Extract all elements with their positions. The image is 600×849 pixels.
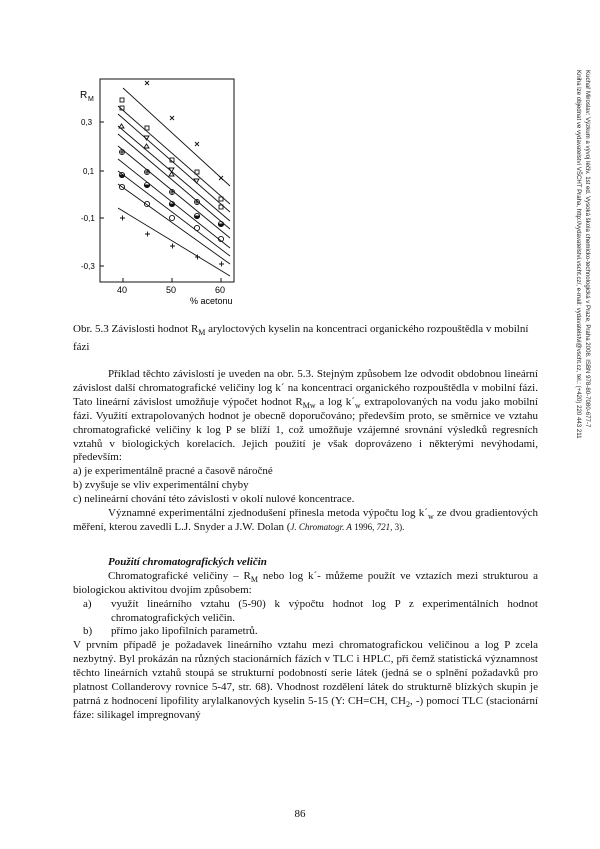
x-tick-labels bbox=[117, 285, 225, 295]
y-ticks bbox=[100, 122, 104, 266]
y-tick-labels bbox=[81, 118, 95, 271]
p2-part2: ze dvou gradientových měření, kterou zavedli L.J. Snyder a J.W. Dolan ( bbox=[73, 507, 539, 533]
y-axis-label: R bbox=[80, 90, 88, 101]
sidebar-line-2: Kniha lze objednat ve vydavatelství VŠCHT Praha, http://vydavatelstvi.vscht.cz/, e-mail: vydavatelstvi@vscht.cz, tel.: (+420) 220 443 211 bbox=[575, 70, 582, 439]
page-number: 86 bbox=[294, 808, 306, 820]
usage-list-item bbox=[73, 625, 538, 639]
usage-item-number: b) bbox=[83, 625, 93, 638]
p1-sub2: w bbox=[354, 401, 361, 410]
caption-suffix: aryloctových kyselin na koncentraci organického rozpouštědla v mobilní fázi bbox=[73, 323, 529, 354]
figure-rm-plot bbox=[80, 76, 250, 306]
citation-year: 1996, bbox=[351, 521, 377, 532]
p2-sub: w bbox=[427, 512, 434, 522]
usage-list bbox=[73, 598, 538, 640]
p1-part3: extrapolovaných na vodu jako mobilní fázi. Využití extrapolovaných hodnot je obecně doporučováno; především proto, se směrnice ve vztahu chromatografické veličiny k log P se blíží 1, což umožňuje vzájemné srovnání výsledků regresních vztahů v biologických korelacích. Jejich použití je však doprovázeno i některými nevýhodami, především: bbox=[73, 395, 538, 464]
x-tick-label: 40 bbox=[117, 285, 128, 295]
citation-volume: 721 bbox=[376, 521, 391, 532]
p3-part1: Chromatografické veličiny – R bbox=[108, 569, 251, 582]
p4-sub: 2 bbox=[405, 700, 410, 710]
rm-plot-svg bbox=[80, 76, 250, 306]
citation bbox=[290, 522, 404, 532]
drawback-item: a) je experimentálně pracné a časově náročné bbox=[73, 465, 273, 478]
usage-item-text: využít lineárního vztahu (5-90) k výpočtu hodnot log P z experimentálních hodnot chromatografických veličin. bbox=[111, 597, 538, 624]
marker-series-cross bbox=[145, 81, 223, 180]
paragraph-1 bbox=[73, 368, 538, 465]
drawback-item: b) zvyšuje se vliv experimentální chyby bbox=[73, 479, 249, 492]
y-tick-label: -0,1 bbox=[81, 214, 95, 223]
caption-sub: M bbox=[198, 328, 206, 338]
figure-caption bbox=[73, 322, 535, 354]
sidebar-line-1: Kuchař Miroslav: Výzkum a vývoj léčiv. 1st ed. Vysoká škola chemicko-technologická v Praze, Praha 2008. ISBN 978-80-7080-677-7 bbox=[584, 70, 591, 428]
paragraph-2 bbox=[73, 507, 538, 535]
section-heading: Použití chromatografických veličin bbox=[108, 555, 267, 568]
sidebar-rotated-text bbox=[574, 70, 592, 630]
paragraph-3 bbox=[73, 570, 538, 598]
x-tick-label: 60 bbox=[215, 285, 226, 295]
p1-part2: a log k´ bbox=[315, 395, 355, 408]
citation-end: , 3). bbox=[390, 521, 405, 532]
p3-sub: M bbox=[250, 574, 258, 584]
drawback-item: c) nelineární chování této závislosti v okolí nulové koncentrace. bbox=[73, 493, 355, 506]
p4-part2: , -) pomocí TLC (stacionární fáze: silikagel impregnovaný bbox=[73, 694, 538, 721]
y-tick-label: 0,1 bbox=[83, 167, 95, 176]
citation-journal: J. Chromatogr. A bbox=[290, 521, 352, 532]
y-tick-label: -0,3 bbox=[81, 262, 95, 271]
x-tick-label: 50 bbox=[166, 285, 177, 295]
x-ticks bbox=[123, 278, 221, 282]
usage-item-number: a) bbox=[83, 597, 92, 610]
p1-sub1: Mw bbox=[302, 401, 316, 410]
p2-part1: Významné experimentální zjednodušení přinesla metoda výpočtu log k´ bbox=[108, 507, 428, 520]
p3-part2: nebo log k´- můžeme použít ve vztazích mezi strukturou a biologickou aktivitou dvojím způsobem: bbox=[73, 569, 538, 596]
usage-item-text: přímo jako lipofilních parametrů. bbox=[111, 625, 258, 638]
y-tick-label: 0,3 bbox=[81, 118, 93, 127]
section-spacer bbox=[73, 535, 538, 556]
usage-list-item bbox=[73, 598, 538, 626]
sidebar-copyright bbox=[562, 70, 592, 630]
caption-prefix: Obr. 5.3 Závislosti hodnot R bbox=[73, 323, 199, 335]
p1-part1: Příklad těchto závislostí je uveden na obr. 5.3. Stejným způsobem lze odvodit obdobnou lineární závislost další chromatografické veličiny log k´ na koncentraci organického rozpouštědla v mobilní fázi. Tato lineární závislost umožňuje výpočet hodnot R bbox=[73, 368, 538, 408]
paragraph-4 bbox=[73, 639, 538, 722]
y-axis-label-sub: M bbox=[88, 96, 94, 103]
p4-part1: V prvním případě je požadavek lineárního vztahu mezi chromatografickou veličinou a log P zcela nezbytný. Byl prokázán na různých stacionárních fázích v TLC i HPLC, při čemž statistická významnost těchto lineárních vztahů stoupá se strukturní podobností serie látek (jedná se o splnění požadavků pro platnost Collanderovy rovnice 5-47, str. 68). Vhodnost rozdělení látek do strukturně blízkých skupin je patrná z hodnocení lipofility arylalkanových kyselin 5-15 (Y: CH=CH, CH bbox=[73, 639, 538, 707]
body-text bbox=[73, 368, 538, 723]
data-markers bbox=[119, 81, 224, 267]
x-axis-label: % acetonu bbox=[190, 296, 233, 306]
marker-series-circle-plus bbox=[120, 150, 200, 205]
